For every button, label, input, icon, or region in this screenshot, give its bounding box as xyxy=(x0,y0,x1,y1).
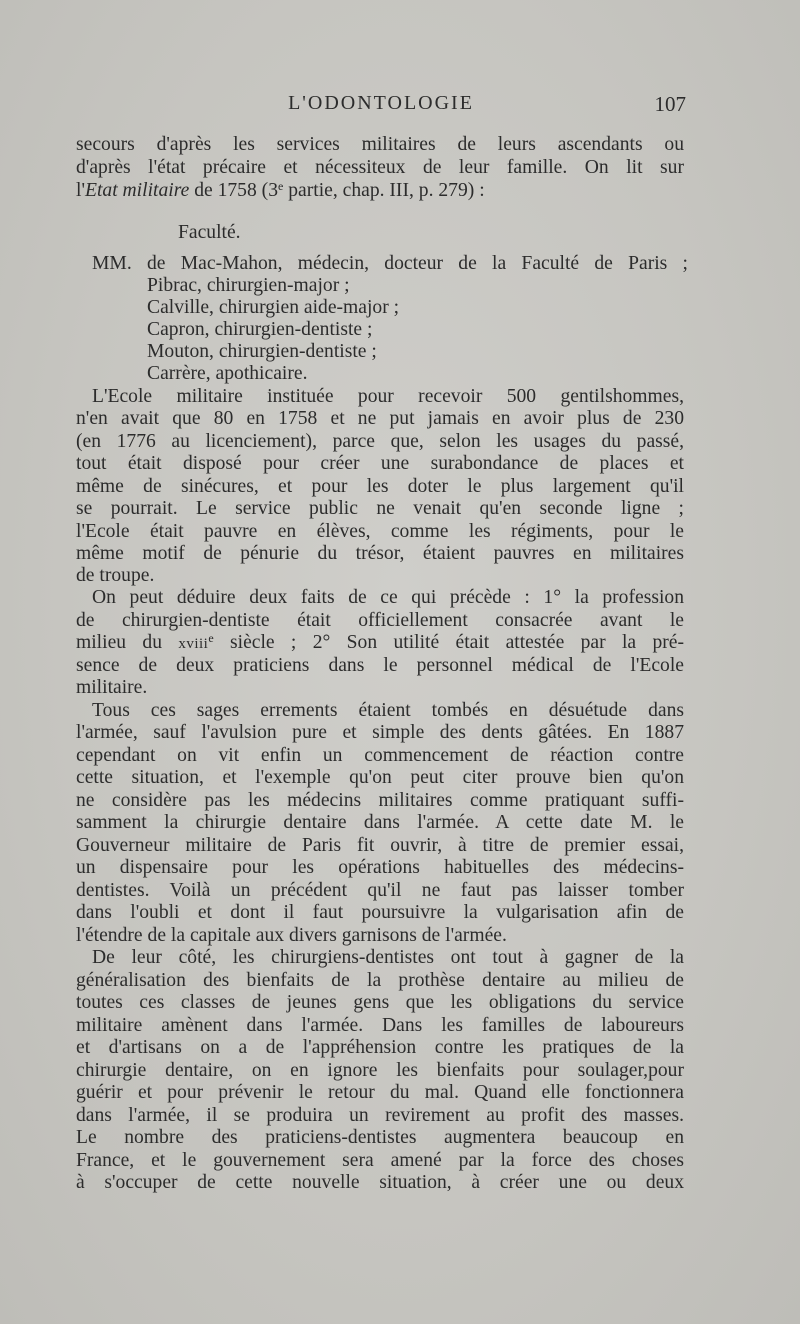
text-fragment: partie, chap. III, p. 279) : xyxy=(283,180,485,201)
list-item: Carrère, apothicaire. xyxy=(147,363,308,384)
list-item: Calville, chirurgien aide-major ; xyxy=(147,297,400,318)
text-line: Gouverneur militaire de Paris fit ouvrir, à titre de premier essai, xyxy=(76,835,684,856)
text-line: se pourrait. Le service public ne venait qu'en seconde ligne ; xyxy=(76,498,684,519)
text-line: l'étendre de la capitale aux divers garnisons de l'armée. xyxy=(76,925,507,946)
text-line: dans l'armée, il se produira un revirement au profit des masses. xyxy=(76,1105,684,1126)
text-line: toutes ces classes de jeunes gens que les obligations du service xyxy=(76,992,684,1013)
running-title: L'ODONTOLOGIE xyxy=(288,92,474,114)
small-caps-century: xviii xyxy=(178,636,209,652)
text-line: l'Ecole était pauvre en élèves, comme les régiments, pour le xyxy=(76,521,684,542)
text-line: de chirurgien-dentiste était officiellement consacrée avant le xyxy=(76,610,684,631)
text-line: sence de deux praticiens dans le personnel médical de l'Ecole xyxy=(76,655,684,676)
text-line: à s'occuper de cette nouvelle situation, à créer une ou deux xyxy=(76,1172,684,1193)
list-heading: Faculté. xyxy=(178,222,241,243)
text-line: On peut déduire deux faits de ce qui précède : 1° la profession xyxy=(92,587,684,608)
text-line: tout était disposé pour créer une surabondance de places et xyxy=(76,453,684,474)
text-line: Tous ces sages errements étaient tombés en désuétude dans xyxy=(92,700,684,721)
text-fragment: l' xyxy=(76,180,85,201)
text-line xyxy=(76,632,684,655)
text-line: samment la chirurgie dentaire dans l'armée. A cette date M. le xyxy=(76,812,684,833)
superscript: e xyxy=(208,631,214,645)
text-line: Le nombre des praticiens-dentistes augmentera beaucoup en xyxy=(76,1127,684,1148)
italic-title: Etat militaire xyxy=(84,180,190,201)
text-line: un dispensaire pour les opérations habituelles des médecins- xyxy=(76,857,684,878)
text-line: même de sinécures, et pour les doter le plus largement qu'il xyxy=(76,476,684,497)
text-line: cette situation, et l'exemple qu'on peut citer prouve bien qu'on xyxy=(76,767,684,788)
text-line: militaire. xyxy=(76,677,148,698)
text-line: dans l'oubli et dont il faut poursuivre la vulgarisation afin de xyxy=(76,902,684,923)
list-item: Pibrac, chirurgien-major ; xyxy=(147,275,350,296)
text-line: d'après l'état précaire et nécessiteux de leur famille. On lit sur xyxy=(76,157,684,178)
text-line: l'armée, sauf l'avulsion pure et simple des dents gâtées. En 1887 xyxy=(76,722,684,743)
text-line: ne considère pas les médecins militaires comme pratiquant suffi- xyxy=(76,790,684,811)
running-header xyxy=(76,92,686,122)
text-line: militaire amènent dans l'armée. Dans les familles de laboureurs xyxy=(76,1015,684,1036)
text-line: cependant on vit enfin un commencement de réaction contre xyxy=(76,745,684,766)
text-line: guérir et pour prévenir le retour du mal. Quand elle fonctionnera xyxy=(76,1082,684,1103)
text-line: France, et le gouvernement sera amené par la force des choses xyxy=(76,1150,684,1171)
text-line: (en 1776 au licenciement), parce que, selon les usages du passé, xyxy=(76,431,684,452)
superscript: e xyxy=(278,179,284,193)
text-line: généralisation des bienfaits de la prothèse dentaire au milieu de xyxy=(76,970,684,991)
list-item: MM. de Mac-Mahon, médecin, docteur de la Faculté de Paris ; xyxy=(92,253,688,274)
text-fragment: milieu du xyxy=(76,632,179,653)
text-line: même motif de pénurie du trésor, étaient pauvres en militaires xyxy=(76,543,684,564)
text-line: et d'artisans on a de l'appréhension contre les pratiques de la xyxy=(76,1037,684,1058)
text-line: L'Ecole militaire instituée pour recevoir 500 gentilshommes, xyxy=(92,386,684,407)
text-line: n'en avait que 80 en 1758 et ne put jamais en avoir plus de 230 xyxy=(76,408,684,429)
text-line xyxy=(76,180,684,202)
page-number: 107 xyxy=(654,92,686,116)
text-line: de troupe. xyxy=(76,565,155,586)
list-item: Mouton, chirurgien-dentiste ; xyxy=(147,341,377,362)
text-fragment: de 1758 (3 xyxy=(189,180,278,201)
text-line: secours d'après les services militaires de leurs ascendants ou xyxy=(76,134,684,155)
text-fragment: siècle ; 2° Son utilité était attestée par la pré- xyxy=(213,632,684,653)
list-item: Capron, chirurgien-dentiste ; xyxy=(147,319,373,340)
text-line: chirurgie dentaire, on en ignore les bienfaits pour soulager,pour xyxy=(76,1060,684,1081)
text-line: dentistes. Voilà un précédent qu'il ne faut pas laisser tomber xyxy=(76,880,684,901)
text-line: De leur côté, les chirurgiens-dentistes ont tout à gagner de la xyxy=(92,947,684,968)
